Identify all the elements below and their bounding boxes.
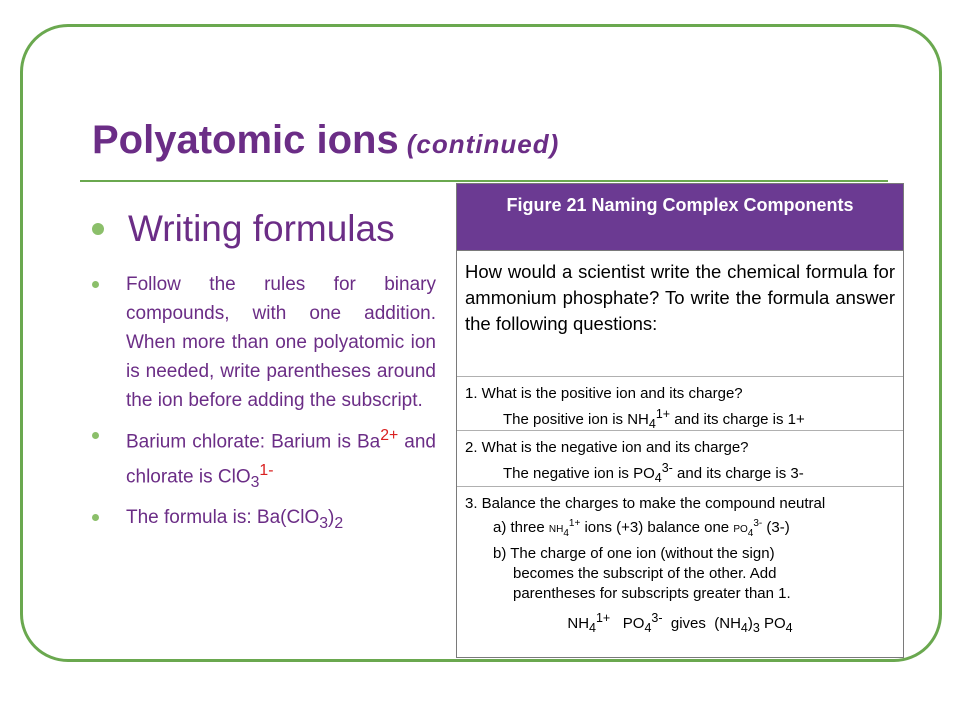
step1-question: 1. What is the positive ion and its charge? — [465, 385, 743, 402]
title-subtitle: (continued) — [406, 129, 560, 159]
step2-question: 2. What is the negative ion and its charge? — [465, 439, 749, 456]
main-bullet — [92, 208, 436, 250]
formula-text: The formula is: $Ba(ClO_3)_2$ — [126, 507, 344, 533]
step3-line-b3: parentheses for subscripts greater than 1. — [513, 585, 791, 602]
rules-text: Follow the rules for binary compounds, with one addition. When more than one polyatomic ion is needed, write parentheses around the ion before adding the subscript. — [126, 274, 436, 411]
step3-line-a: a) three $NH_4^{1+}$ ions (+3) balance one $PO_4^{3-}$ (3-) — [493, 518, 790, 539]
step3-question: 3. Balance the charges to make the compound neutral — [465, 495, 826, 512]
left-column — [92, 208, 436, 538]
table-row-step2 — [457, 431, 903, 487]
section-heading: Writing formulas — [128, 208, 395, 249]
barium-text: Barium chlorate: Barium is $Ba^{2+}$ and chlorate is ClO$_3^{1-}$ — [126, 427, 436, 492]
bullet-dot-icon — [92, 514, 99, 521]
step3-line-b2: becomes the subscript of the other. Add — [513, 565, 777, 582]
figure-table — [456, 183, 904, 658]
table-header: Figure 21 Naming Complex Components — [457, 184, 903, 251]
table-question: How would a scientist write the chemical formula for ammonium phosphate? To write the formula answer the following questions: — [457, 251, 903, 377]
title-main: Polyatomic ions — [92, 118, 399, 162]
step3-line-b1: b) The charge of one ion (without the sign) — [493, 545, 775, 562]
title-underline — [80, 180, 888, 182]
bullet-dot-icon — [92, 223, 104, 235]
bullet-dot-icon — [92, 432, 99, 439]
sub-bullet-barium — [92, 421, 436, 497]
sub-bullet-rules — [92, 270, 436, 415]
step3-final-formula: $NH_4^{1+}$ $PO_4^{3-}$ gives $(NH_4)_3$ $PO_4$ — [567, 611, 793, 635]
step1-answer: The positive ion is $NH_4^{1+}$ and its charge is 1+ — [503, 407, 805, 431]
sub-bullet-formula — [92, 503, 436, 538]
table-row-step3 — [457, 487, 903, 645]
bullet-dot-icon — [92, 281, 99, 288]
step2-answer: The negative ion is $PO_4^{3-}$ and its charge is 3- — [503, 461, 804, 485]
slide-title — [92, 118, 559, 163]
table-row-step1 — [457, 377, 903, 431]
